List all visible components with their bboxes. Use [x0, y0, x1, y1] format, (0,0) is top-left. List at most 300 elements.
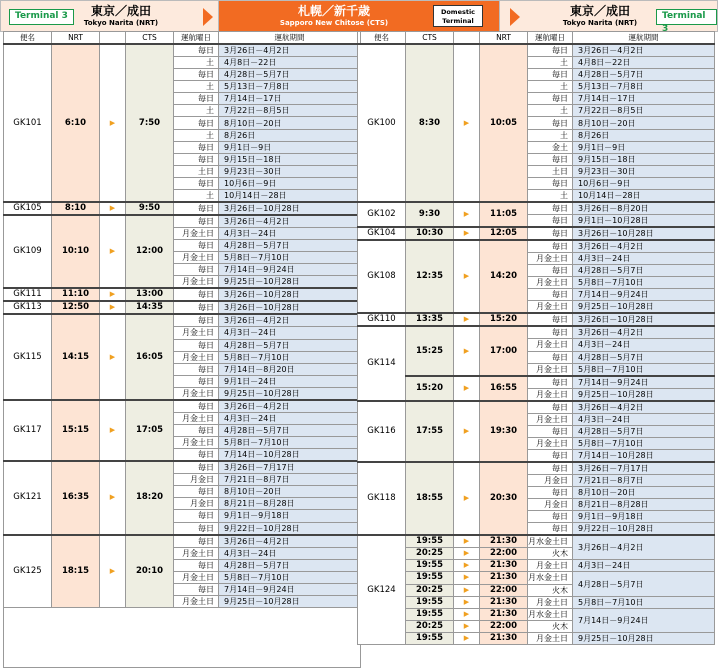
table-row [358, 202, 715, 215]
departure-time: 19:55 [406, 535, 454, 548]
operating-days: 月金土日 [528, 437, 573, 449]
flight-number: GK108 [358, 240, 406, 313]
operating-period: 9月25日－10月28日 [219, 387, 361, 400]
direction-arrow-icon [510, 8, 520, 26]
departure-time: 19:55 [406, 596, 454, 608]
arrival-time: 10:05 [480, 44, 528, 202]
table-row [4, 215, 361, 228]
operating-days: 土 [174, 129, 219, 141]
operating-days: 土 [528, 105, 573, 117]
departure-time: 13:35 [406, 313, 454, 326]
operating-days: 毎日 [528, 376, 573, 389]
operating-period: 3月26日－4月2日 [573, 326, 715, 339]
flow-arrow-icon: ▶ [454, 313, 480, 326]
operating-days: 月金土日 [174, 351, 219, 363]
operating-days: 毎日 [174, 339, 219, 351]
flight-number: GK116 [358, 401, 406, 462]
operating-period: 7月14日－8月20日 [219, 363, 361, 375]
operating-period: 4月3日－24日 [573, 339, 715, 351]
operating-days: 毎日 [528, 240, 573, 253]
operating-days: 毎日 [174, 177, 219, 189]
operating-days: 月金土日 [528, 339, 573, 351]
operating-days: 月金土日 [174, 571, 219, 583]
table-row [358, 313, 715, 326]
operating-days: 毎日 [174, 301, 219, 314]
flight-number: GK118 [358, 462, 406, 535]
operating-days: 火木 [528, 548, 573, 560]
operating-days: 月金土日 [174, 412, 219, 424]
operating-days: 土 [528, 129, 573, 141]
destination-city [259, 4, 409, 28]
table-row [358, 326, 715, 339]
domestic-terminal-badge: Domestic Terminal [433, 5, 483, 27]
arrival-time: 11:05 [480, 202, 528, 227]
flight-number: GK102 [358, 202, 406, 227]
table-row [358, 632, 715, 644]
departure-time: 15:25 [406, 326, 454, 375]
table-row [358, 572, 715, 584]
flow-arrow-icon: ▶ [100, 535, 126, 608]
operating-days: 毎日 [528, 44, 573, 57]
column-header: NRT [52, 32, 100, 45]
operating-days: 毎日 [174, 141, 219, 153]
operating-days: 土 [528, 57, 573, 69]
origin-city-right-en: Tokyo Narita (NRT) [562, 19, 638, 27]
departure-time: 20:25 [406, 548, 454, 560]
operating-period: 4月3日－24日 [573, 413, 715, 425]
operating-period: 3月26日－8月20日 [573, 202, 715, 215]
flow-arrow-icon: ▶ [454, 572, 480, 584]
operating-period: 9月1日－9日 [219, 141, 361, 153]
operating-period: 7月14日－9月24日 [219, 264, 361, 276]
column-header: 運航期間 [219, 32, 361, 45]
operating-days: 土 [174, 190, 219, 203]
column-header: 便名 [358, 32, 406, 45]
operating-period: 9月23日－30日 [219, 165, 361, 177]
departure-time: 12:50 [52, 301, 100, 314]
operating-period: 9月22日－10月28日 [573, 523, 715, 536]
flow-arrow-icon: ▶ [454, 608, 480, 620]
operating-days: 毎日 [174, 375, 219, 387]
operating-period: 10月14日－28日 [573, 190, 715, 203]
arrival-time: 18:20 [126, 461, 174, 534]
operating-period: 5月8日－7月10日 [219, 351, 361, 363]
operating-period: 7月14日－9月24日 [573, 608, 715, 632]
departure-time: 9:30 [406, 202, 454, 227]
operating-days: 月金土日 [174, 276, 219, 289]
terminal-badge-right: Terminal 3 [656, 9, 717, 25]
arrival-time: 16:05 [126, 314, 174, 399]
terminal-badge-left: Terminal 3 [9, 9, 74, 25]
operating-days: 土 [174, 105, 219, 117]
flight-number: GK113 [4, 301, 52, 314]
operating-days: 毎日 [174, 288, 219, 301]
flow-arrow-icon: ▶ [454, 462, 480, 535]
flight-number: GK114 [358, 326, 406, 400]
flow-arrow-icon: ▶ [454, 326, 480, 375]
operating-period: 8月10日－20日 [219, 486, 361, 498]
origin-city-left-en: Tokyo Narita (NRT) [83, 19, 159, 27]
empty-cell [4, 632, 361, 644]
operating-period: 7月21日－8月7日 [573, 474, 715, 486]
operating-days: 毎日 [174, 363, 219, 375]
operating-days: 月金土日 [174, 547, 219, 559]
empty-cell [4, 656, 361, 668]
column-header: 運航期間 [573, 32, 715, 45]
operating-days: 月金土日 [528, 413, 573, 425]
operating-period: 5月8日－7月10日 [219, 437, 361, 449]
arrival-time: 13:00 [126, 288, 174, 301]
operating-period: 9月23日－30日 [573, 165, 715, 177]
operating-period: 9月22日－10月28日 [219, 522, 361, 535]
flight-number: GK125 [4, 535, 52, 608]
flow-arrow-icon: ▶ [454, 376, 480, 401]
column-header [454, 32, 480, 45]
operating-period: 9月1日－10月28日 [573, 215, 715, 228]
column-header: 運航曜日 [174, 32, 219, 45]
flight-number: GK104 [358, 227, 406, 240]
operating-period: 3月26日－10月28日 [219, 288, 361, 301]
departure-time: 17:55 [406, 401, 454, 462]
operating-period: 7月22日－8月5日 [219, 105, 361, 117]
operating-period: 10月6日－9日 [219, 177, 361, 189]
operating-period: 4月3日－24日 [573, 253, 715, 265]
operating-period: 3月26日－4月2日 [219, 215, 361, 228]
operating-days: 月金土日 [528, 596, 573, 608]
operating-days: 毎日 [174, 486, 219, 498]
arrival-time: 14:35 [126, 301, 174, 314]
flow-arrow-icon: ▶ [454, 560, 480, 572]
operating-days: 毎日 [528, 425, 573, 437]
operating-period: 8月26日 [573, 129, 715, 141]
operating-days: 毎日 [174, 117, 219, 129]
arrival-time: 19:30 [480, 401, 528, 462]
flow-arrow-icon: ▶ [454, 401, 480, 462]
operating-period: 5月8日－7月10日 [573, 363, 715, 376]
origin-city-right [550, 4, 650, 28]
operating-days: 月金土日 [528, 253, 573, 265]
operating-days: 月金土日 [174, 437, 219, 449]
operating-period: 7月14日－9月24日 [219, 583, 361, 595]
operating-period: 9月1日－24日 [219, 375, 361, 387]
table-row [4, 301, 361, 314]
operating-period: 3月26日－10月28日 [219, 301, 361, 314]
table-row [4, 314, 361, 327]
nrt-to-cts-table [3, 31, 361, 668]
table-row [4, 535, 361, 548]
arrival-time: 22:00 [480, 584, 528, 596]
operating-days: 毎日 [528, 227, 573, 240]
departure-time: 19:55 [406, 608, 454, 620]
operating-period: 4月28日－5月7日 [573, 69, 715, 81]
operating-period: 9月1日－9日 [573, 141, 715, 153]
operating-period: 3月26日－4月2日 [219, 400, 361, 413]
operating-period: 3月26日－4月2日 [573, 401, 715, 414]
operating-period: 3月26日－4月2日 [219, 314, 361, 327]
table-row [358, 240, 715, 253]
operating-days: 毎日 [528, 351, 573, 363]
operating-days: 月水金土日 [528, 608, 573, 620]
flight-number: GK115 [4, 314, 52, 399]
operating-days: 月金土日 [174, 387, 219, 400]
operating-days: 毎日 [528, 153, 573, 165]
origin-header-left [0, 0, 219, 32]
operating-period: 7月14日－17日 [573, 93, 715, 105]
operating-days: 毎日 [528, 401, 573, 414]
arrival-time: 12:05 [480, 227, 528, 240]
departure-time: 19:55 [406, 632, 454, 644]
operating-days: 毎日 [528, 511, 573, 523]
departure-time: 10:30 [406, 227, 454, 240]
column-header [100, 32, 126, 45]
operating-period: 3月26日－4月2日 [573, 240, 715, 253]
arrival-time: 15:20 [480, 313, 528, 326]
departure-time: 8:10 [52, 202, 100, 215]
operating-period: 7月14日－9月24日 [573, 376, 715, 389]
departure-time: 20:25 [406, 620, 454, 632]
departure-time: 14:15 [52, 314, 100, 399]
operating-days: 毎日 [174, 215, 219, 228]
operating-period: 9月25日－10月28日 [573, 388, 715, 401]
table-row [358, 608, 715, 620]
flight-number: GK105 [4, 202, 52, 215]
flight-number: GK101 [4, 44, 52, 202]
operating-days: 月金土日 [528, 388, 573, 401]
operating-days: 毎日 [174, 522, 219, 535]
flow-arrow-icon: ▶ [100, 301, 126, 314]
operating-period: 5月8日－7月10日 [573, 277, 715, 289]
flight-number: GK121 [4, 461, 52, 534]
departure-time: 8:30 [406, 44, 454, 202]
destination-city-en: Sapporo New Chitose (CTS) [279, 19, 389, 27]
table-row [358, 560, 715, 572]
operating-days: 毎日 [174, 535, 219, 548]
schedule-header [0, 0, 718, 32]
cts-to-nrt-table [357, 31, 715, 645]
operating-days: 毎日 [528, 202, 573, 215]
operating-days: 毎日 [174, 559, 219, 571]
operating-period: 4月3日－24日 [573, 560, 715, 572]
origin-header-right [499, 0, 718, 32]
operating-days: 毎日 [528, 313, 573, 326]
departure-time: 15:15 [52, 400, 100, 461]
operating-period: 7月14日－9月24日 [573, 289, 715, 301]
column-header: CTS [126, 32, 174, 45]
operating-period: 7月22日－8月5日 [573, 105, 715, 117]
operating-days: 金土 [528, 141, 573, 153]
operating-period: 5月8日－7月10日 [573, 596, 715, 608]
operating-days: 毎日 [528, 215, 573, 228]
column-header: NRT [480, 32, 528, 45]
origin-city-right-jp: 東京／成田 [569, 4, 630, 18]
arrival-time: 21:30 [480, 572, 528, 584]
operating-days: 毎日 [174, 69, 219, 81]
operating-period: 3月26日－7月17日 [573, 462, 715, 475]
flow-arrow-icon: ▶ [100, 215, 126, 288]
operating-period: 9月25日－10月28日 [219, 276, 361, 289]
operating-days: 月金土日 [174, 228, 219, 240]
operating-days: 月金土日 [528, 363, 573, 376]
departure-time: 16:35 [52, 461, 100, 534]
operating-days: 火木 [528, 620, 573, 632]
arrival-time: 17:00 [480, 326, 528, 375]
table-row [4, 288, 361, 301]
flight-number: GK110 [358, 313, 406, 326]
table-row [358, 462, 715, 475]
operating-days: 毎日 [528, 69, 573, 81]
operating-period: 9月1日－9月18日 [219, 510, 361, 522]
operating-period: 4月28日－5月7日 [219, 240, 361, 252]
operating-days: 毎日 [174, 153, 219, 165]
operating-period: 3月26日－4月2日 [573, 44, 715, 57]
operating-period: 7月14日－10月28日 [219, 449, 361, 462]
operating-days: 毎日 [174, 202, 219, 215]
table-row [358, 401, 715, 414]
column-header: 便名 [4, 32, 52, 45]
arrival-time: 22:00 [480, 620, 528, 632]
departure-time: 10:10 [52, 215, 100, 288]
operating-days: 毎日 [528, 117, 573, 129]
flow-arrow-icon: ▶ [454, 240, 480, 313]
operating-period: 10月14日－28日 [219, 190, 361, 203]
column-header: 運航曜日 [528, 32, 573, 45]
operating-period: 5月8日－7月10日 [219, 571, 361, 583]
operating-period: 4月28日－5月7日 [219, 69, 361, 81]
operating-period: 8月21日－8月28日 [219, 498, 361, 510]
column-header: CTS [406, 32, 454, 45]
flight-number: GK117 [4, 400, 52, 461]
origin-city-left [71, 4, 171, 28]
operating-period: 9月25日－10月28日 [219, 595, 361, 607]
operating-period: 3月26日－10月28日 [573, 227, 715, 240]
operating-period: 7月14日－10月28日 [573, 449, 715, 462]
operating-period: 4月3日－24日 [219, 412, 361, 424]
operating-days: 毎日 [174, 510, 219, 522]
operating-days: 毎日 [528, 326, 573, 339]
arrival-time: 21:30 [480, 560, 528, 572]
table-row [358, 227, 715, 240]
arrival-time: 22:00 [480, 548, 528, 560]
operating-period: 8月10日－20日 [573, 486, 715, 498]
arrival-time: 9:50 [126, 202, 174, 215]
flight-number: GK111 [4, 288, 52, 301]
operating-period: 8月10日－20日 [573, 117, 715, 129]
arrival-time: 16:55 [480, 376, 528, 401]
arrival-time: 7:50 [126, 44, 174, 202]
operating-days: 月金土日 [174, 595, 219, 607]
operating-days: 毎日 [528, 462, 573, 475]
departure-time: 12:35 [406, 240, 454, 313]
operating-period: 4月3日－24日 [219, 547, 361, 559]
operating-days: 土 [174, 81, 219, 93]
operating-period: 9月25日－10月28日 [573, 632, 715, 644]
operating-period: 5月13日－7月8日 [573, 81, 715, 93]
arrival-time: 21:30 [480, 535, 528, 548]
arrival-time: 17:05 [126, 400, 174, 461]
empty-cell [4, 608, 361, 620]
flow-arrow-icon: ▶ [454, 596, 480, 608]
operating-period: 4月28日－5月7日 [219, 339, 361, 351]
operating-days: 毎日 [174, 583, 219, 595]
operating-days: 毎日 [528, 486, 573, 498]
operating-days: 月金土日 [528, 632, 573, 644]
operating-period: 4月28日－5月7日 [573, 351, 715, 363]
operating-days: 毎日 [174, 314, 219, 327]
direction-arrow-icon [203, 8, 213, 26]
operating-days: 毎日 [174, 240, 219, 252]
operating-days: 毎日 [174, 44, 219, 57]
operating-days: 土 [528, 81, 573, 93]
empty-row [4, 608, 361, 620]
operating-days: 火木 [528, 584, 573, 596]
flow-arrow-icon: ▶ [100, 202, 126, 215]
table-row [4, 461, 361, 474]
operating-period: 10月6日－9日 [573, 177, 715, 189]
empty-cell [4, 620, 361, 632]
flight-number: GK124 [358, 535, 406, 644]
departure-time: 18:55 [406, 462, 454, 535]
arrival-time: 12:00 [126, 215, 174, 288]
operating-days: 月金日 [528, 474, 573, 486]
arrival-time: 21:30 [480, 608, 528, 620]
operating-period: 3月26日－4月2日 [219, 535, 361, 548]
table-row [358, 44, 715, 57]
operating-days: 月金土日 [528, 301, 573, 314]
operating-period: 9月25日－10月28日 [573, 301, 715, 314]
departure-time: 20:25 [406, 584, 454, 596]
departure-time: 19:55 [406, 560, 454, 572]
flight-number: GK100 [358, 44, 406, 202]
arrival-time: 21:30 [480, 632, 528, 644]
operating-period: 9月15日－18日 [573, 153, 715, 165]
operating-period: 5月8日－7月10日 [573, 437, 715, 449]
destination-city-jp: 札幌／新千歳 [297, 4, 370, 18]
operating-days: 毎日 [528, 177, 573, 189]
operating-period: 8月10日－20日 [219, 117, 361, 129]
operating-period: 4月28日－5月7日 [219, 559, 361, 571]
operating-period: 4月8日－22日 [219, 57, 361, 69]
departure-time: 19:55 [406, 572, 454, 584]
flow-arrow-icon: ▶ [454, 44, 480, 202]
operating-period: 4月8日－22日 [573, 57, 715, 69]
flow-arrow-icon: ▶ [100, 461, 126, 534]
operating-period: 4月28日－5月7日 [573, 425, 715, 437]
origin-city-left-jp: 東京／成田 [90, 4, 151, 18]
operating-days: 月金土日 [174, 252, 219, 264]
operating-days: 土 [174, 57, 219, 69]
operating-days: 月金土日 [174, 327, 219, 339]
flow-arrow-icon: ▶ [454, 227, 480, 240]
table-row [4, 400, 361, 413]
operating-days: 土日 [528, 165, 573, 177]
operating-period: 3月26日－10月28日 [573, 313, 715, 326]
arrival-time: 14:20 [480, 240, 528, 313]
operating-period: 4月28日－5月7日 [573, 572, 715, 596]
operating-days: 月水金土日 [528, 535, 573, 548]
operating-period: 3月26日－4月2日 [573, 535, 715, 560]
empty-row [4, 656, 361, 668]
operating-period: 4月3日－24日 [219, 327, 361, 339]
operating-days: 毎日 [174, 264, 219, 276]
operating-period: 5月8日－7月10日 [219, 252, 361, 264]
operating-period: 7月14日－17日 [219, 93, 361, 105]
departure-time: 15:20 [406, 376, 454, 401]
flight-number: GK109 [4, 215, 52, 288]
operating-period: 8月21日－8月28日 [573, 499, 715, 511]
flow-arrow-icon: ▶ [100, 400, 126, 461]
operating-days: 月金日 [528, 499, 573, 511]
operating-days: 毎日 [174, 400, 219, 413]
